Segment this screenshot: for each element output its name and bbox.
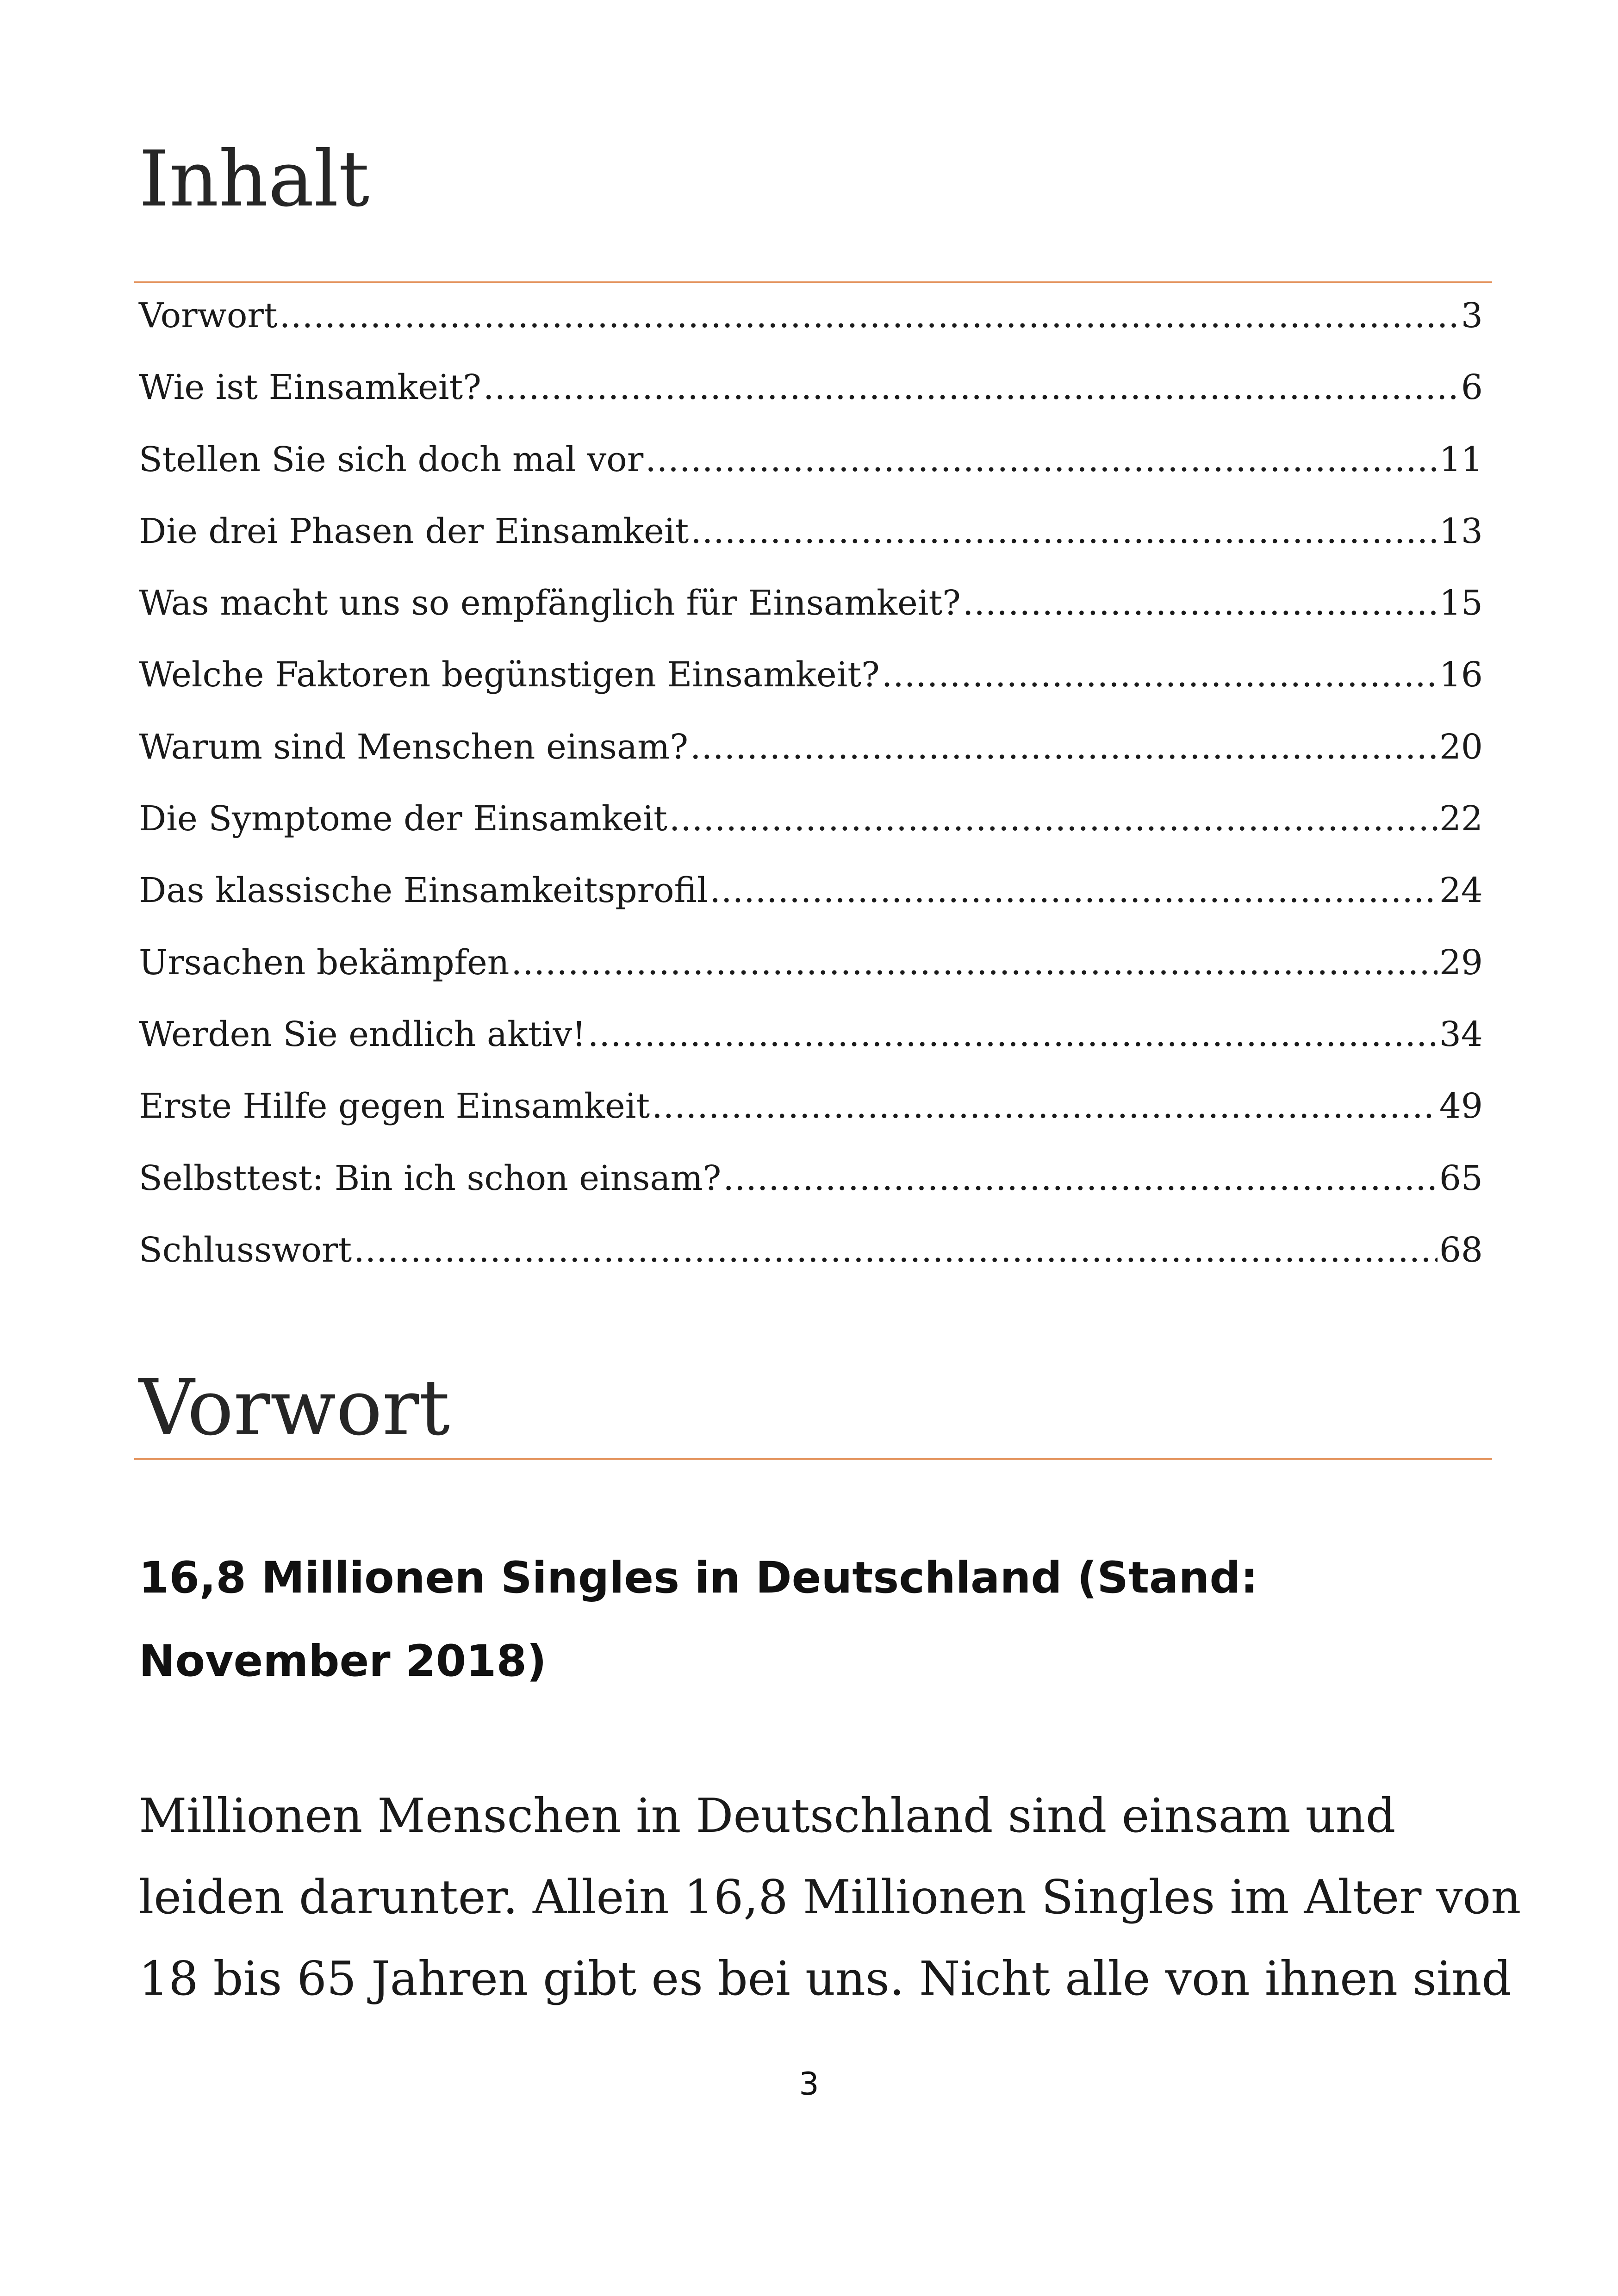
toc-entry-page: 11 — [1439, 439, 1483, 479]
toc-entry-title: Wie ist Einsamkeit? — [139, 367, 481, 408]
toc-heading: Inhalt — [139, 135, 370, 224]
toc-entry-page: 20 — [1439, 727, 1483, 767]
toc-entry-page: 65 — [1439, 1158, 1483, 1198]
page-number: 3 — [799, 2066, 819, 2103]
toc-entry-page: 15 — [1439, 583, 1483, 623]
toc-entry-title: Schlusswort — [139, 1230, 352, 1270]
toc-entry-page: 16 — [1439, 655, 1483, 695]
toc-dot-leader — [882, 639, 1438, 711]
toc-entry-warum-einsam[interactable] — [139, 711, 1483, 783]
toc-entry-title: Welche Faktoren begünstigen Einsamkeit? — [139, 655, 880, 695]
toc-entry-page: 22 — [1439, 799, 1483, 839]
toc-entry-vorwort[interactable] — [139, 280, 1483, 352]
toc-entry-erste-hilfe[interactable] — [139, 1070, 1483, 1142]
toc-entry-ursachen[interactable] — [139, 927, 1483, 999]
toc-dot-leader — [645, 424, 1438, 496]
section-heading: Vorwort — [139, 1363, 450, 1453]
toc-entry-title: Was macht uns so empfänglich für Einsamkeit? — [139, 583, 961, 623]
toc-dot-leader — [723, 1143, 1438, 1214]
toc-entry-page: 13 — [1439, 511, 1483, 551]
toc-entry-title: Werden Sie endlich aktiv! — [139, 1014, 586, 1054]
toc-entry-selbsttest[interactable] — [139, 1143, 1483, 1214]
body-line: leiden darunter. Allein 16,8 Millionen Singles im Alter von — [139, 1870, 1521, 1924]
toc-entry-page: 29 — [1439, 942, 1483, 983]
section-subheading: 16,8 Millionen Singles in Deutschland (Stand: November 2018) — [139, 1553, 1258, 1686]
toc-entry-faktoren[interactable] — [139, 639, 1483, 711]
toc-dot-leader — [280, 280, 1459, 352]
toc-entry-wie-ist-einsamkeit[interactable] — [139, 352, 1483, 423]
toc-entry-page: 68 — [1439, 1230, 1483, 1270]
toc-dot-leader — [691, 496, 1438, 567]
toc-entry-title: Erste Hilfe gegen Einsamkeit — [139, 1086, 650, 1126]
body-line: Millionen Menschen in Deutschland sind einsam und — [139, 1788, 1396, 1843]
toc-entry-einsamkeitsprofil[interactable] — [139, 855, 1483, 927]
toc-dot-leader — [669, 783, 1438, 855]
toc-entry-drei-phasen[interactable] — [139, 496, 1483, 567]
toc-entry-title: Die drei Phasen der Einsamkeit — [139, 511, 689, 551]
toc-entry-page: 24 — [1439, 871, 1483, 911]
toc-dot-leader — [588, 999, 1438, 1070]
toc-entry-title: Stellen Sie sich doch mal vor — [139, 439, 644, 479]
toc-entry-title: Das klassische Einsamkeitsprofil — [139, 871, 708, 911]
toc-entry-title: Ursachen bekämpfen — [139, 942, 510, 983]
toc-dot-leader — [652, 1070, 1438, 1142]
body-paragraph — [139, 1775, 1521, 2019]
toc-dot-leader — [511, 927, 1437, 999]
toc-dot-leader — [710, 855, 1438, 927]
toc-entry-page: 6 — [1461, 367, 1483, 408]
toc-entry-title: Warum sind Menschen einsam? — [139, 727, 688, 767]
toc-dot-leader — [690, 711, 1438, 783]
toc-entry-symptome[interactable] — [139, 783, 1483, 855]
toc-entry-title: Vorwort — [139, 296, 278, 336]
table-of-contents — [139, 280, 1483, 1286]
toc-entry-stellen-sie-sich-vor[interactable] — [139, 424, 1483, 496]
toc-entry-aktiv[interactable] — [139, 999, 1483, 1070]
section-heading-rule — [134, 1458, 1492, 1460]
toc-entry-schlusswort[interactable] — [139, 1214, 1483, 1286]
toc-dot-leader — [354, 1214, 1438, 1286]
toc-dot-leader — [963, 567, 1438, 639]
toc-entry-page: 49 — [1439, 1086, 1483, 1126]
body-line: 18 bis 65 Jahren gibt es bei uns. Nicht alle von ihnen sind — [139, 1951, 1512, 2006]
toc-entry-title: Die Symptome der Einsamkeit — [139, 799, 667, 839]
toc-dot-leader — [483, 352, 1459, 423]
toc-entry-empfaenglich[interactable] — [139, 567, 1483, 639]
toc-entry-title: Selbsttest: Bin ich schon einsam? — [139, 1158, 722, 1198]
toc-entry-page: 34 — [1439, 1014, 1483, 1054]
toc-entry-page: 3 — [1461, 296, 1483, 336]
